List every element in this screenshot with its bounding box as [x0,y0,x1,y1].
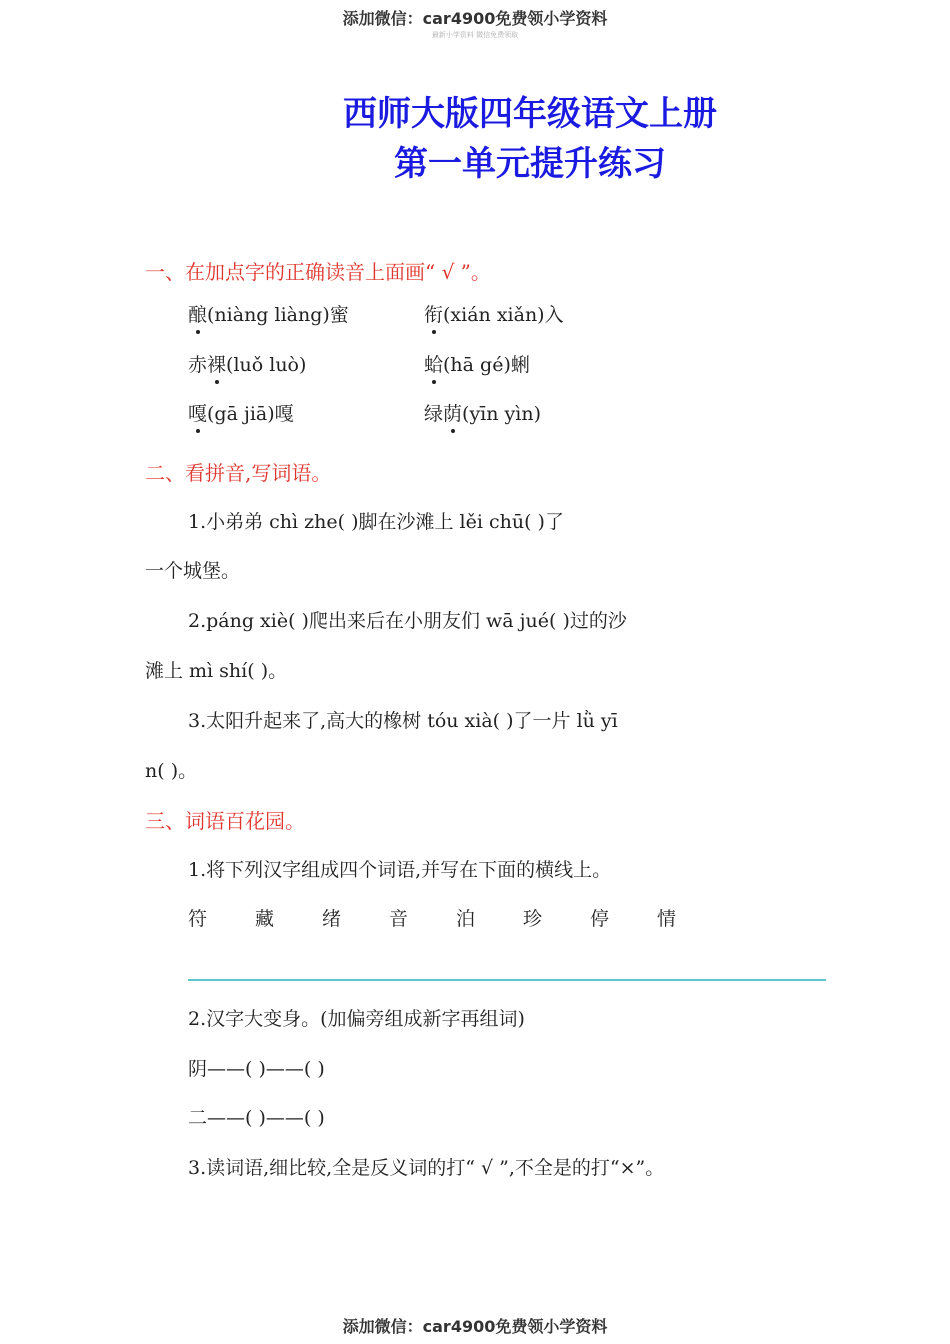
dotted-char: 蛤 [424,350,443,377]
s3-q2: 2.汉字大变身。(加偏旁组成新字再组词) [188,1008,525,1030]
char-item: 停 [590,908,610,930]
title-line-1: 西师大版四年级语文上册 [343,94,717,134]
char-item: 情 [657,908,677,930]
q3-line-a: 3.太阳升起来了,高大的橡树 tóu xià( )了一片 lǜ yī [188,710,618,732]
watermark-subline: 最新小学资料 微信免费领取 [431,31,519,39]
char-item: 符 [188,908,208,930]
title-line-2: 第一单元提升练习 [394,144,666,184]
char-item: 泊 [456,908,476,930]
char-item: 音 [389,908,409,930]
pinyin-options: (niàng liàng)蜜 [207,304,349,326]
pinyin-item-6 [424,399,541,426]
q1-line-a: 1.小弟弟 chì zhe( )脚在沙滩上 lěi chū( )了 [188,511,564,533]
dotted-char: 荫 [443,399,462,426]
watermark-top: 添加微信：car4900免费领小学资料 [342,9,608,28]
pinyin-options: (gā jiā)嘎 [207,403,294,425]
dotted-char: 裸 [207,350,226,377]
section1-heading: 一、在加点字的正确读音上面画“ √ ”。 [145,260,491,284]
q2-line-b: 滩上 mì shí( )。 [145,660,288,682]
char-item: 珍 [523,908,543,930]
q2-line-a: 2.páng xiè( )爬出来后在小朋友们 wā jué( )过的沙 [188,610,627,632]
q3-line-b: n( )。 [145,760,198,782]
s3-q2-row-b: 二——( )——( ) [188,1107,325,1129]
plain-char: 绿 [424,403,444,425]
pinyin-item-4 [424,350,530,377]
s3-q1: 1.将下列汉字组成四个词语,并写在下面的横线上。 [188,859,612,881]
char-item: 藏 [255,908,275,930]
pinyin-options: (xián xiǎn)入 [443,304,564,326]
section3-heading: 三、词语百花园。 [145,809,305,833]
answer-line [188,979,826,981]
pinyin-item-2 [424,300,564,327]
s3-q2-row-a: 阴——( )——( ) [188,1058,325,1080]
character-list [188,904,724,931]
q1-line-b: 一个城堡。 [145,560,241,582]
watermark-bottom: 添加微信：car4900免费领小学资料 [342,1317,608,1336]
pinyin-options: (yīn yìn) [462,403,541,425]
section2-heading: 二、看拼音,写词语。 [145,461,332,485]
char-item: 绪 [322,908,342,930]
pinyin-item-1 [188,300,349,327]
pinyin-item-5 [188,399,294,426]
dotted-char: 衔 [424,300,443,327]
dotted-char: 酿 [188,300,207,327]
plain-char: 赤 [188,354,208,376]
pinyin-item-3 [188,350,306,377]
s3-q3: 3.读词语,细比较,全是反义词的打“ √ ”,不全是的打“×”。 [188,1157,665,1179]
pinyin-options: (hā gé)蜊 [443,354,530,376]
dotted-char: 嘎 [188,399,207,426]
pinyin-options: (luǒ luò) [226,354,307,376]
